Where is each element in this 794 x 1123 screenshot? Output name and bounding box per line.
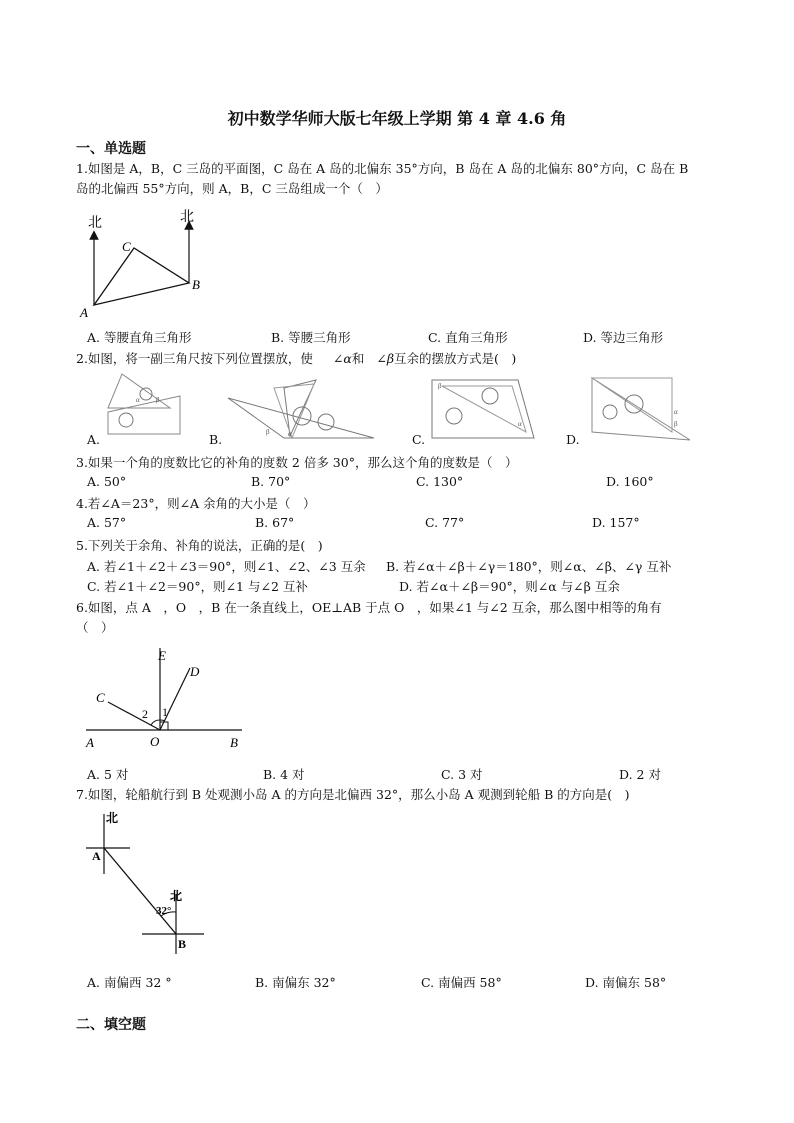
- q6-option-b[interactable]: B. 4 对: [263, 767, 305, 782]
- line-ab: [104, 848, 176, 934]
- q5-option-d[interactable]: D. 若∠α＋∠β＝90°，则∠α 与∠β 互余: [399, 579, 620, 594]
- svg-text:β: β: [156, 396, 160, 404]
- label-o: O: [150, 734, 160, 749]
- question-6-line-1: 6.如图，点 A ，O ，B 在一条直线上，OE⊥AB 于点 O ，如果∠1 与∠2 互余，那么图中相等的角有: [76, 600, 662, 615]
- angle-label: 32°: [156, 905, 172, 917]
- q4-option-a[interactable]: A. 57°: [87, 515, 127, 530]
- q1-option-d[interactable]: D. 等边三角形: [583, 330, 664, 345]
- svg-text:α: α: [518, 420, 522, 428]
- angle-2-label: 2: [142, 707, 148, 721]
- q2-option-a[interactable]: A.: [87, 432, 101, 447]
- q1-option-b[interactable]: B. 等腰三角形: [271, 330, 351, 345]
- q2-text-a: 2.如图，将一副三角尺按下列位置摆放，使: [76, 351, 313, 366]
- q2-option-b[interactable]: B.: [209, 432, 223, 447]
- question-3-line: 3.如果一个角的度数比它的补角的度数 2 倍多 30°，那么这个角的度数是（ ）: [76, 455, 518, 470]
- q3-option-b[interactable]: B. 70°: [251, 474, 291, 489]
- q7-option-a[interactable]: A. 南偏西 32 °: [87, 975, 172, 990]
- q4-option-d[interactable]: D. 157°: [592, 515, 640, 530]
- label-e: E: [158, 648, 166, 663]
- question-7-line: 7.如图，轮船航行到 B 处观测小岛 A 的方向是北偏西 32°，那么小岛 A 观测到轮船 B 的方向是( ): [76, 787, 630, 802]
- svg-text:β: β: [266, 428, 270, 436]
- q5-option-a[interactable]: A. 若∠1＋∠2＋∠3＝90°，则∠1、∠2、∠3 互余: [87, 559, 366, 574]
- question-6-line-2: （ ）: [76, 620, 114, 635]
- q2-text-b: 互余的摆放方式是( ): [394, 351, 517, 366]
- page-title: 初中数学华师大版七年级上学期 第 4 章 4.6 角: [227, 109, 567, 128]
- q2-and: 和: [351, 351, 365, 366]
- question-7-figure: [84, 808, 214, 956]
- ray-oc: [108, 702, 160, 730]
- q5-option-b[interactable]: B. 若∠α＋∠β＋∠γ＝180°，则∠α、∠β、∠γ 互补: [386, 559, 672, 574]
- q6-option-d[interactable]: D. 2 对: [619, 767, 661, 782]
- q2-figure-d: [588, 376, 692, 442]
- q4-option-c[interactable]: C. 77°: [425, 515, 465, 530]
- label-b: B: [230, 735, 238, 750]
- q7-option-d[interactable]: D. 南偏东 58°: [585, 975, 667, 990]
- q2-figure-b: [226, 376, 378, 444]
- q3-option-a[interactable]: A. 50°: [87, 474, 127, 489]
- question-5-line: 5.下列关于余角、补角的说法，正确的是( ): [76, 538, 323, 553]
- q4-option-b[interactable]: B. 67°: [255, 515, 295, 530]
- q5-option-c[interactable]: C. 若∠1＋∠2＝90°，则∠1 与∠2 互补: [87, 579, 308, 594]
- angle-1-label: 1: [162, 705, 168, 719]
- q6-option-a[interactable]: A. 5 对: [87, 767, 129, 782]
- question-6-figure: [84, 644, 250, 752]
- q7-option-b[interactable]: B. 南偏东 32°: [255, 975, 336, 990]
- q1-option-c[interactable]: C. 直角三角形: [428, 330, 508, 345]
- q2-beta: ∠β: [376, 351, 395, 366]
- q7-option-c[interactable]: C. 南偏西 58°: [421, 975, 502, 990]
- section-heading-single-choice: 一、单选题: [76, 141, 146, 157]
- label-c: C: [122, 239, 131, 254]
- label-b: B: [178, 937, 187, 951]
- label-c: C: [96, 690, 105, 705]
- svg-text:β: β: [438, 382, 442, 390]
- label-b: B: [192, 277, 200, 292]
- question-2-line: [76, 349, 516, 369]
- q6-option-c[interactable]: C. 3 对: [441, 767, 483, 782]
- question-4-line: 4.若∠A＝23°，则∠A 余角的大小是（ ）: [76, 496, 316, 511]
- svg-text:α: α: [674, 408, 678, 416]
- question-1-figure: [76, 205, 216, 323]
- question-1-line-2: 岛的北偏西 55°方向，则 A，B，C 三岛组成一个（ ）: [76, 181, 388, 196]
- north-label-top: 北: [106, 811, 119, 825]
- label-a: A: [80, 305, 88, 320]
- north-label-b: 北: [170, 889, 183, 903]
- svg-text:β: β: [674, 420, 678, 428]
- north-label-1: 北: [88, 216, 102, 231]
- q1-option-a[interactable]: A. 等腰直角三角形: [87, 330, 192, 345]
- svg-text:α: α: [136, 396, 140, 404]
- q2-alpha: ∠α: [332, 351, 352, 366]
- q2-figure-c: [428, 376, 538, 448]
- svg-text:α: α: [288, 430, 292, 438]
- q3-option-c[interactable]: C. 130°: [416, 474, 464, 489]
- question-1-line-1: 1.如图是 A，B，C 三岛的平面图，C 岛在 A 岛的北偏东 35°方向，B 岛在 A 岛的北偏东 80°方向，C 岛在 B: [76, 161, 689, 176]
- q2-option-c[interactable]: C.: [412, 432, 426, 447]
- north-label-2: 北: [180, 210, 194, 225]
- triangle-abc: [94, 248, 189, 305]
- section-heading-fill-in: 二、填空题: [76, 1017, 146, 1033]
- q3-option-d[interactable]: D. 160°: [606, 474, 654, 489]
- q2-option-d[interactable]: D.: [566, 432, 580, 447]
- q2-figure-a: [100, 372, 190, 442]
- label-d: D: [190, 664, 200, 679]
- label-a: A: [86, 735, 94, 750]
- label-a: A: [92, 849, 101, 863]
